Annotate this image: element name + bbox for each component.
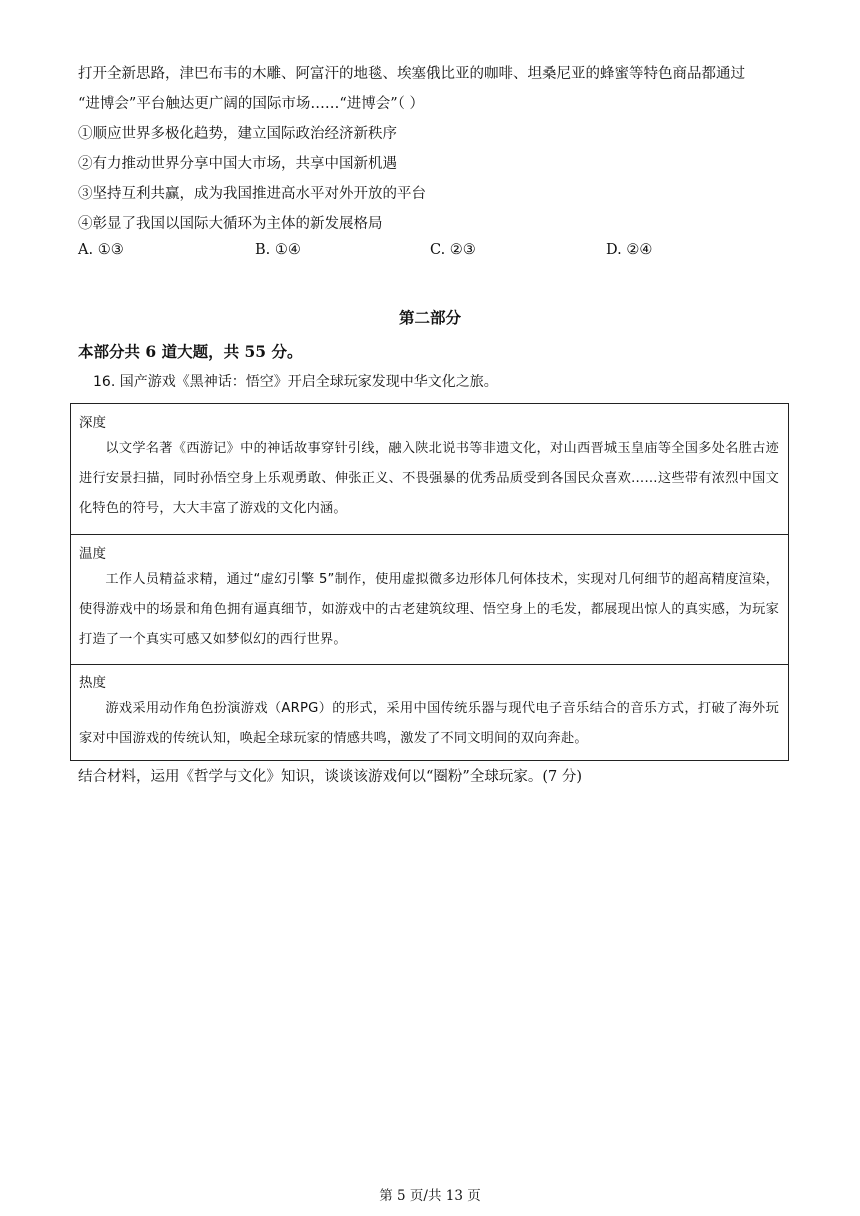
option-b: B. ①④: [255, 242, 301, 258]
prev-question-item-2: ②有力推动世界分享中国大市场，共享中国新机遇: [78, 156, 397, 172]
section-title: 第二部分: [398, 308, 461, 327]
material-text-heat: 游戏采用动作角色扮演游戏（ARPG）的形式，采用中国传统乐器与现代电子音乐结合的音乐方式，打破了海外玩家对中国游戏的传统认知，唤起全球玩家的情感共鸣，激发了不同文明间的双向奔赴。: [79, 701, 779, 746]
material-depth: [71, 404, 788, 534]
prev-question-line-1: 打开全新思路，津巴布韦的木雕、阿富汗的地毯、埃塞俄比亚的咖啡、坦桑尼亚的蜂蜜等特色商品都通过: [78, 66, 745, 82]
material-label-depth: 深度: [79, 415, 106, 431]
material-box: [70, 403, 789, 761]
question-16-stem: 16. 国产游戏《黑神话：悟空》开启全球玩家发现中华文化之旅。: [93, 374, 498, 390]
material-heat: [71, 664, 788, 760]
answer-options: [78, 242, 778, 264]
section-intro: 本部分共 6 道大题，共 55 分。: [78, 342, 303, 361]
option-c: C. ②③: [430, 242, 476, 258]
option-d: D. ②④: [606, 242, 653, 258]
material-text-depth: 以文学名著《西游记》中的神话故事穿针引线，融入陕北说书等非遗文化，对山西晋城玉皇庙等全国多处名胜古迹进行安景扫描，同时孙悟空身上乐观勇敢、伸张正义、不畏强暴的优秀品质受到各国民众喜欢……这些带有浓烈中国文化特色的符号，大大丰富了游戏的文化内涵。: [79, 441, 779, 516]
prev-question-item-4: ④彰显了我国以国际大循环为主体的新发展格局: [78, 216, 383, 232]
prev-question-line-2: “进博会”平台触达更广阔的国际市场……“进博会”（ ）: [78, 96, 425, 112]
question-16-prompt: 结合材料，运用《哲学与文化》知识，谈谈该游戏何以“圈粉”全球玩家。(7 分): [78, 769, 582, 785]
material-text-warmth: 工作人员精益求精，通过“虚幻引擎 5”制作，使用虚拟微多边形体几何体技术，实现对几何细节的超高精度渲染，使得游戏中的场景和角色拥有逼真细节，如游戏中的古老建筑纹理、悟空身上的毛发，都展现出惊人的真实感，为玩家打造了一个真实可感又如梦似幻的西行世界。: [79, 572, 779, 647]
page-number: 第 5 页/共 13 页: [379, 1188, 481, 1204]
material-label-warmth: 温度: [79, 546, 106, 562]
prev-question-item-3: ③坚持互利共赢，成为我国推进高水平对外开放的平台: [78, 186, 426, 202]
material-warmth: [71, 534, 788, 664]
option-a: A. ①③: [78, 242, 124, 258]
prev-question-item-1: ①顺应世界多极化趋势，建立国际政治经济新秩序: [78, 126, 397, 142]
material-label-heat: 热度: [79, 675, 106, 691]
